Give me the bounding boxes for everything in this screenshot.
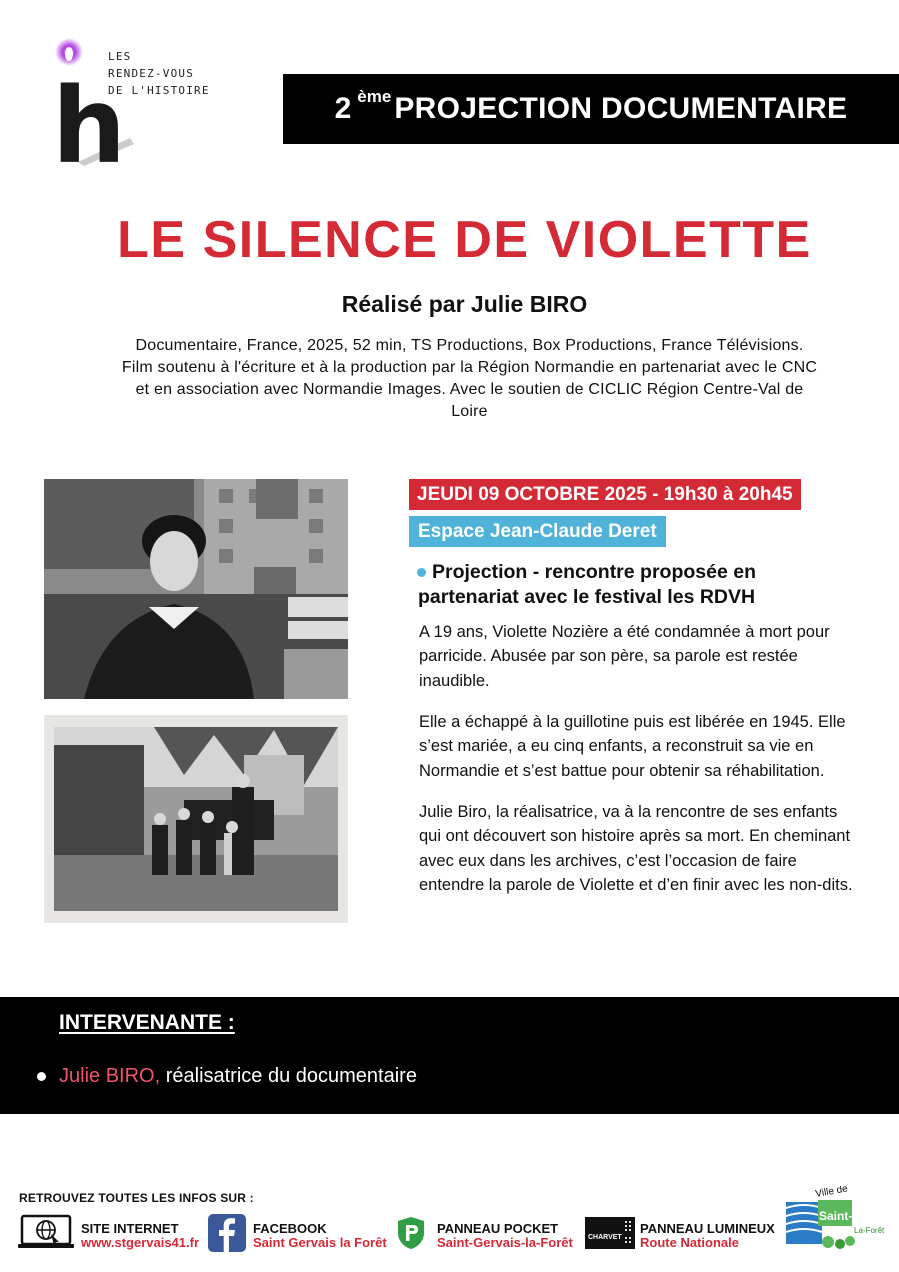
charvet-sign-icon xyxy=(585,1217,635,1249)
synopsis-paragraph: Julie Biro, la réalisatrice, va à la rencontre de ses enfants qui ont découvert son histoire après sa mort. En cheminant avec eux dans les archives, c’est l’occasion de faire entendre la parole de Violette et d’en finir avec les non-dits. xyxy=(419,803,853,894)
logo-line: DE L'HISTOIRE xyxy=(108,84,210,97)
event-headline: Projection - rencontre proposée en partenariat avec le festival les RDVH xyxy=(418,561,756,608)
facebook-icon xyxy=(208,1214,246,1252)
footer-link-pocket[interactable]: Saint-Gervais-la-Forêt xyxy=(437,1235,573,1250)
synopsis-paragraph: Elle a échappé à la guillotine puis est libérée en 1945. Elle s’est mariée, a eu cinq enfants, a reconstruit sa vie en Normandie et s’est battue pour obtenir sa réhabilitation. xyxy=(419,713,846,780)
archive-photo-family xyxy=(44,715,348,923)
saint-gervais-town-logo xyxy=(786,1186,890,1252)
footer-link-facebook[interactable]: Saint Gervais la Forêt xyxy=(253,1235,387,1250)
bullet-dot-icon xyxy=(37,1072,46,1081)
film-title: LE SILENCE DE VIOLETTE xyxy=(117,211,812,269)
globe-laptop-icon xyxy=(18,1214,74,1250)
logo-text xyxy=(108,48,210,99)
event-venue-badge: Espace Jean-Claude Deret xyxy=(409,516,666,547)
speaker-name: Julie BIRO, xyxy=(59,1065,161,1087)
svg-text:Saint-Gervais: Saint-Gervais xyxy=(819,1209,890,1223)
logo-line: RENDEZ-VOUS xyxy=(108,67,195,80)
footer-label-lumineux: PANNEAU LUMINEUX xyxy=(640,1221,775,1236)
svg-text:La-Forêt: La-Forêt xyxy=(854,1226,885,1235)
logo-line: LES xyxy=(108,50,132,63)
speaker-line xyxy=(59,1065,417,1088)
speaker-heading: INTERVENANTE : xyxy=(59,1011,235,1034)
footer-label-facebook: FACEBOOK xyxy=(253,1221,327,1236)
banner-text: PROJECTION DOCUMENTAIRE xyxy=(394,92,848,125)
footer-label-site: SITE INTERNET xyxy=(81,1221,179,1236)
speaker-role: réalisatrice du documentaire xyxy=(160,1065,417,1087)
synopsis-paragraph: A 19 ans, Violette Nozière a été condamnée à mort pour parricide. Abusée par son père, sa parole est restée inaudible. xyxy=(419,623,830,690)
banner-superscript: ème xyxy=(357,87,392,106)
footer-link-lumineux: Route Nationale xyxy=(640,1235,739,1250)
svg-text:Ville de: Ville de xyxy=(814,1186,849,1200)
footer-heading: RETROUVEZ TOUTES LES INFOS SUR : xyxy=(19,1191,254,1205)
svg-text:h: h xyxy=(52,65,127,169)
svg-text:CHARVET: CHARVET xyxy=(588,1234,622,1241)
speaker-section xyxy=(0,997,899,1114)
panneau-pocket-icon xyxy=(396,1216,426,1250)
film-credits: Documentaire, France, 2025, 52 min, TS Productions, Box Productions, France Télévisions. Film soutenu à l'écriture et à la production par la Région Normandie en partenariat avec le CNC et en association avec Normandie Images. Avec le soutien de CICLIC Région Centre-Val de Loire xyxy=(121,337,818,420)
banner-number: 2 xyxy=(334,92,352,125)
footer-link-site[interactable]: www.stgervais41.fr xyxy=(81,1235,200,1250)
projection-banner xyxy=(283,74,899,144)
director-line: Réalisé par Julie BIRO xyxy=(341,291,588,317)
event-date-badge: JEUDI 09 OCTOBRE 2025 - 19h30 à 20h45 xyxy=(409,479,801,510)
footer-label-pocket: PANNEAU POCKET xyxy=(437,1221,559,1236)
archive-photo-portrait xyxy=(44,479,348,699)
